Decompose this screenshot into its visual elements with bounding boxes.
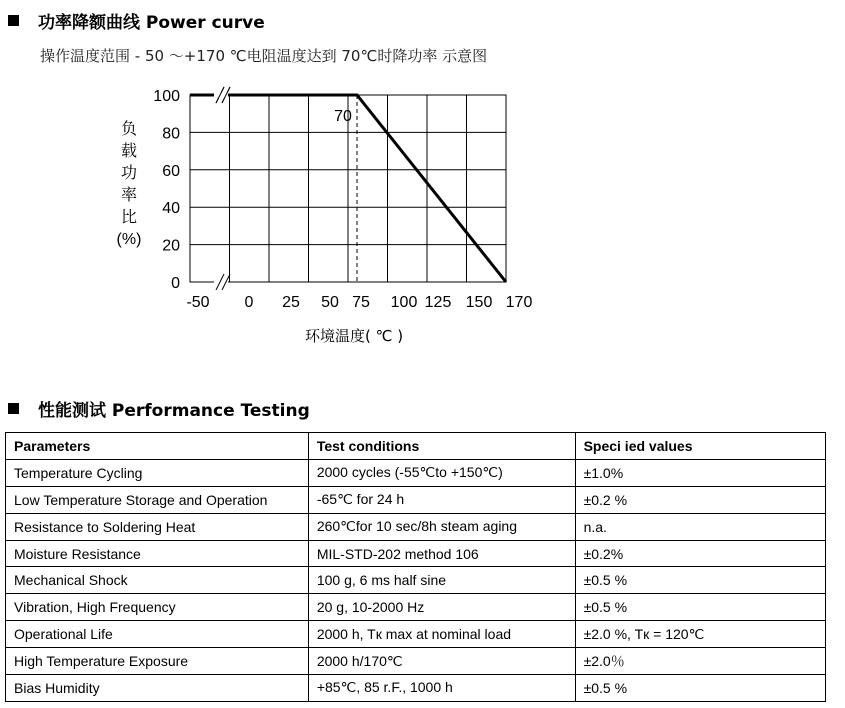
parameter-cell: Moisture Resistance: [6, 540, 309, 567]
condition-cell: +85℃, 85 r.F., 1000 h: [308, 675, 575, 702]
table-row: [6, 621, 826, 648]
y-axis-label-char: 负: [120, 121, 138, 138]
value-cell: ±0.2%: [575, 540, 825, 567]
table-row: [6, 486, 826, 513]
condition-cell: -65℃ for 24 h: [308, 486, 575, 513]
table-row: [6, 675, 826, 702]
table-row: [6, 540, 826, 567]
table-row: [6, 594, 826, 621]
marker-label: 70: [334, 108, 352, 125]
y-axis-label-char: 比: [120, 209, 138, 226]
parameter-cell: Low Temperature Storage and Operation: [6, 486, 309, 513]
table-row: [6, 513, 826, 540]
x-tick-label: -50: [186, 294, 210, 311]
y-tick-label: 20: [162, 237, 180, 255]
condition-cell: 260℃for 10 sec/8h steam aging: [308, 513, 575, 540]
condition-cell: 2000 h, Tк max at nominal load: [308, 621, 575, 648]
power-curve-heading-text: 功率降额曲线 Power curve: [38, 13, 265, 33]
table-header-row: [6, 433, 826, 460]
y-axis-label-char: 载: [120, 143, 138, 160]
parameter-cell: Temperature Cycling: [6, 459, 309, 486]
condition-cell: 2000 h/170℃: [308, 648, 575, 675]
value-cell: ±2.0％: [575, 648, 825, 675]
condition-cell: MIL-STD-202 method 106: [308, 540, 575, 567]
x-tick-label: 0: [244, 294, 254, 311]
y-tick-label: 80: [162, 125, 180, 143]
value-cell: ±0.5 %: [575, 594, 825, 621]
chart-y-axis-label: [117, 120, 142, 248]
y-tick-label: 60: [162, 162, 180, 180]
parameter-cell: Resistance to Soldering Heat: [6, 513, 309, 540]
power-curve-subtitle: 操作温度范围 - 50 ～+170 ℃电阻温度达到 70℃时降功率 示意图: [40, 47, 488, 65]
column-header-test-conditions: Test conditions: [308, 433, 575, 460]
x-tick-label: 150: [465, 294, 493, 311]
y-tick-label: 40: [162, 200, 180, 218]
y-tick-label: 0: [171, 275, 180, 292]
table-row: [6, 459, 826, 486]
parameter-cell: Mechanical Shock: [6, 567, 309, 594]
parameter-cell: Operational Life: [6, 621, 309, 648]
performance-table: [5, 432, 826, 702]
value-cell: ±1.0%: [575, 459, 825, 486]
x-tick-label: 100: [390, 294, 418, 311]
value-cell: ±2.0 %, Tк = 120℃: [575, 621, 825, 648]
column-header-parameters: Parameters: [6, 433, 309, 460]
x-axis-title: 环境温度( ℃ ): [305, 327, 404, 345]
parameter-cell: High Temperature Exposure: [6, 648, 309, 675]
performance-heading: [8, 396, 310, 421]
x-tick-label: 75: [352, 294, 370, 311]
value-cell: n.a.: [575, 513, 825, 540]
condition-cell: 2000 cycles (-55℃to +150℃): [308, 459, 575, 486]
x-tick-label: 125: [424, 294, 452, 311]
column-header-specified-values: Speci ied values: [575, 433, 825, 460]
x-tick-label: 170: [505, 294, 533, 311]
value-cell: ±0.2 %: [575, 486, 825, 513]
value-cell: ±0.5 %: [575, 567, 825, 594]
y-axis-label-char: 功: [120, 165, 138, 182]
y-tick-label: 100: [153, 88, 180, 105]
x-tick-label: 25: [282, 294, 300, 311]
y-axis-label-unit: (%): [116, 231, 142, 248]
y-axis-label-char: 率: [120, 187, 138, 204]
bullet-square-icon: [8, 403, 19, 414]
table-row: [6, 567, 826, 594]
parameter-cell: Bias Humidity: [6, 675, 309, 702]
condition-cell: 100 g, 6 ms half sine: [308, 567, 575, 594]
parameter-cell: Vibration, High Frequency: [6, 594, 309, 621]
x-tick-label: 50: [321, 294, 339, 311]
condition-cell: 20 g, 10-2000 Hz: [308, 594, 575, 621]
table-row: [6, 648, 826, 675]
performance-heading-text: 性能测试 Performance Testing: [38, 401, 310, 421]
value-cell: ±0.5 %: [575, 675, 825, 702]
